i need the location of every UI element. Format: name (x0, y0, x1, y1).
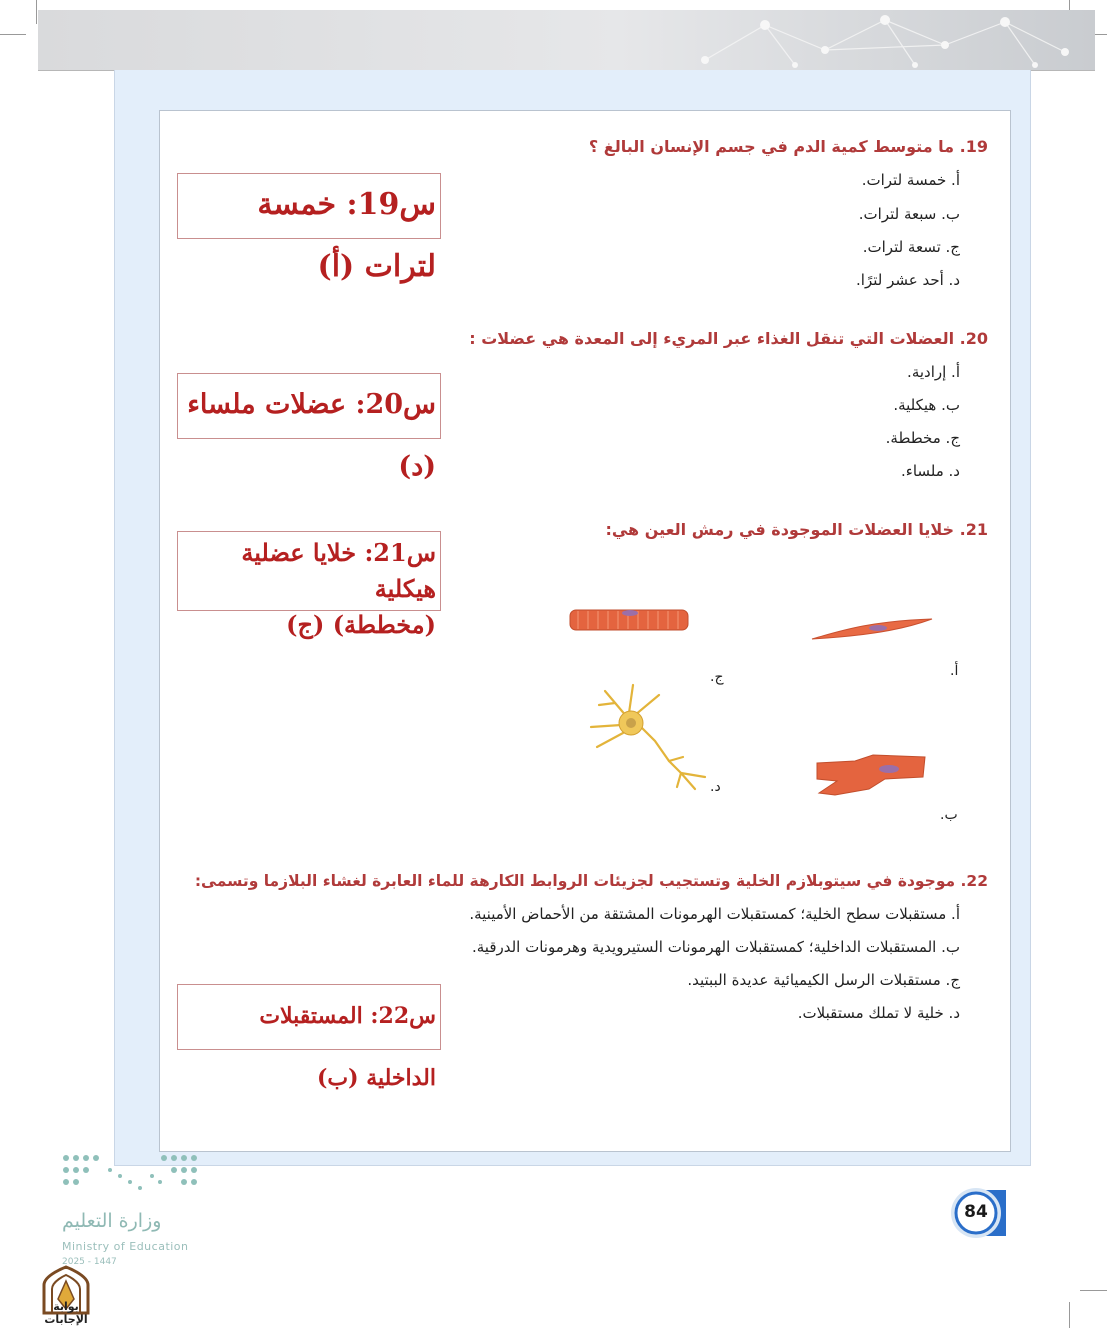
ministry-logo-icon (60, 1150, 200, 1206)
crop-mark (1080, 1290, 1107, 1291)
skeletal-muscle-cell-icon (568, 607, 690, 633)
answer-20-text: س20: عضلات ملساء (د) (187, 389, 436, 482)
option-22-d: د. خلية لا تملك مستقبلات. (797, 1004, 960, 1022)
option-20-b: ب. هيكلية. (893, 396, 960, 414)
option-22-c: ج. مستقبلات الرسل الكيميائية عديدة الببتيد. (687, 971, 960, 989)
answer-21-line1: س21: خلايا عضلية هيكلية (241, 538, 436, 603)
site-name: بوابة الإجابات (44, 1300, 88, 1326)
answer-22-text: س22: المستقبلات الداخلية (ب) (259, 1003, 436, 1091)
answer-20-box (177, 373, 441, 482)
option-19-b: ب. سبعة لترات. (858, 205, 960, 223)
ministry-name-ar: وزارة التعليم (62, 1210, 162, 1232)
question-20-title: 20. العضلات التي تنقل الغذاء عبر المريء إلى المعدة هي عضلات : (469, 329, 988, 348)
option-19-d: د. أحد عشر لترًا. (856, 271, 960, 289)
answer-22-box (177, 984, 441, 1091)
answer-19-box (177, 173, 441, 284)
answer-19-text: س19: خمسة لترات (أ) (257, 187, 436, 284)
ministry-year: 2025 - 1447 (62, 1257, 117, 1267)
network-pattern-icon (675, 10, 1095, 70)
option-21-d-label: د. (710, 779, 721, 795)
questions-panel (159, 110, 1011, 1152)
crop-mark (36, 0, 37, 24)
option-21-c-label: ج. (710, 669, 724, 685)
page-number: 84 (964, 1202, 988, 1222)
answer-21-line2: (مخططة) (ج) (286, 610, 436, 639)
smooth-muscle-cell-icon (810, 613, 934, 645)
question-21-title: 21. خلايا العضلات الموجودة في رمش العين هي: (605, 520, 988, 539)
answer-21-box (177, 531, 441, 639)
neuron-cell-icon (585, 681, 715, 791)
option-19-c: ج. تسعة لترات. (862, 238, 960, 256)
option-20-c: ج. مخططة. (885, 429, 960, 447)
crop-mark (0, 34, 26, 35)
header-band (38, 10, 1095, 71)
option-22-a: أ. مستقبلات سطح الخلية؛ كمستقبلات الهرمونات المشتقة من الأحماض الأمينية. (469, 905, 960, 923)
cardiac-muscle-cell-icon (815, 751, 927, 799)
ministry-name-en: Ministry of Education (62, 1240, 189, 1253)
question-22-title: 22. موجودة في سيتوبلازم الخلية وتستجيب لجزيئات الروابط الكارهة للماء العابرة لغشاء البلازما وتسمى: (194, 872, 988, 890)
option-20-a: أ. إرادية. (907, 363, 960, 381)
option-22-b: ب. المستقبلات الداخلية؛ كمستقبلات الهرمونات الستيرويدية وهرمونات الدرقية. (471, 938, 960, 956)
option-19-a: أ. خمسة لترات. (861, 171, 960, 189)
option-20-d: د. ملساء. (901, 462, 960, 480)
crop-mark (1069, 1302, 1070, 1328)
option-21-b-label: ب. (940, 807, 958, 823)
question-19-title: 19. ما متوسط كمية الدم في جسم الإنسان البالغ ؟ (588, 137, 988, 156)
option-21-a-label: أ. (950, 663, 959, 679)
